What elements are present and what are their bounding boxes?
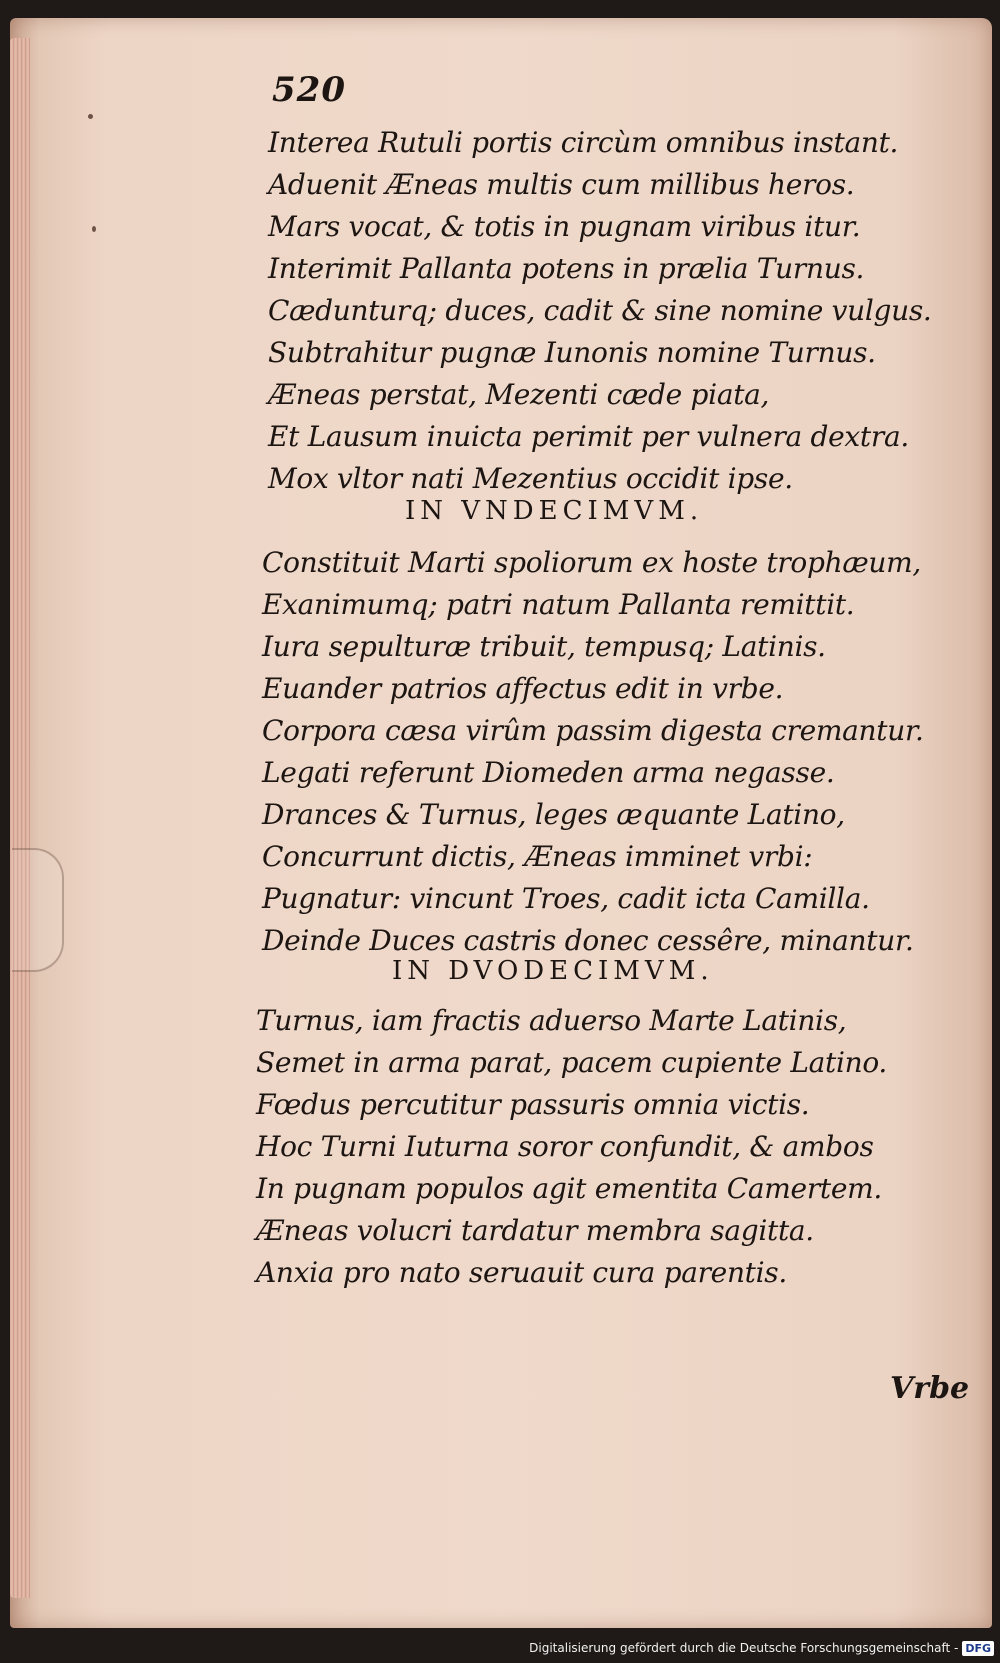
verse-line: Turnus, iam fractis aduerso Marte Latinis, (256, 1004, 847, 1037)
catchword: Vrbe (890, 1371, 970, 1406)
verse-line: Constituit Marti spoliorum ex hoste trophæum, (262, 546, 921, 579)
verse-line: Drances & Turnus, leges æquante Latino, (262, 798, 845, 831)
verse-line: Cædunturq; duces, cadit & sine nomine vulgus. (268, 294, 932, 327)
verse-line: Æneas volucri tardatur membra sagitta. (256, 1214, 814, 1247)
verse-line: Et Lausum inuicta perimit per vulnera dextra. (268, 420, 909, 453)
verse-line: Aduenit Æneas multis cum millibus heros. (268, 168, 855, 201)
verse-line: Exanimumq; patri natum Pallanta remittit. (262, 588, 855, 621)
verse-line: Pugnatur: vincunt Troes, cadit icta Camilla. (262, 882, 870, 915)
footer-text: Digitalisierung gefördert durch die Deutsche Forschungsgemeinschaft - (529, 1641, 959, 1655)
stanza-3 (256, 1000, 896, 1294)
verse-line: In pugnam populos agit ementita Camertem. (256, 1172, 882, 1205)
verse-line: Concurrunt dictis, Æneas imminet vrbi: (262, 840, 813, 873)
stanza-1 (268, 122, 932, 500)
verse-line: Mox vltor nati Mezentius occidit ipse. (268, 462, 793, 495)
digitization-footer (529, 1637, 994, 1659)
section-heading-duodecimum: IN DVODECIMVM. (392, 956, 714, 986)
verse-line: Fœdus percutitur passuris omnia victis. (256, 1088, 810, 1121)
verse-line: Interea Rutuli portis circùm omnibus instant. (268, 126, 899, 159)
verse-line: Mars vocat, & totis in pugnam viribus itur. (268, 210, 861, 243)
verse-line: Æneas perstat, Mezenti cæde piata, (268, 378, 770, 411)
verse-line: Iura sepulturæ tribuit, tempusq; Latinis. (262, 630, 826, 663)
page-text (10, 18, 992, 1628)
verse-line: Interimit Pallanta potens in prælia Turnus. (268, 252, 865, 285)
dfg-logo-icon: DFG (962, 1641, 994, 1656)
verse-line: Legati referunt Diomeden arma negasse. (262, 756, 835, 789)
book-page (10, 18, 992, 1628)
verse-line: Hoc Turni Iuturna soror confundit, & ambos (256, 1130, 874, 1163)
ink-speck (88, 114, 93, 119)
verse-line: Semet in arma parat, pacem cupiente Latino. (256, 1046, 888, 1079)
page-number: 520 (272, 70, 346, 110)
verse-line: Corpora cæsa virûm passim digesta cremantur. (262, 714, 924, 747)
section-heading-undecimum: IN VNDECIMVM. (405, 496, 704, 526)
ink-speck (92, 226, 96, 232)
verse-line: Subtrahitur pugnæ Iunonis nomine Turnus. (268, 336, 876, 369)
stanza-2 (262, 542, 924, 962)
verse-line: Deinde Duces castris donec cessêre, minantur. (262, 924, 914, 957)
verse-line: Anxia pro nato seruauit cura parentis. (256, 1256, 787, 1289)
verse-line: Euander patrios affectus edit in vrbe. (262, 672, 784, 705)
